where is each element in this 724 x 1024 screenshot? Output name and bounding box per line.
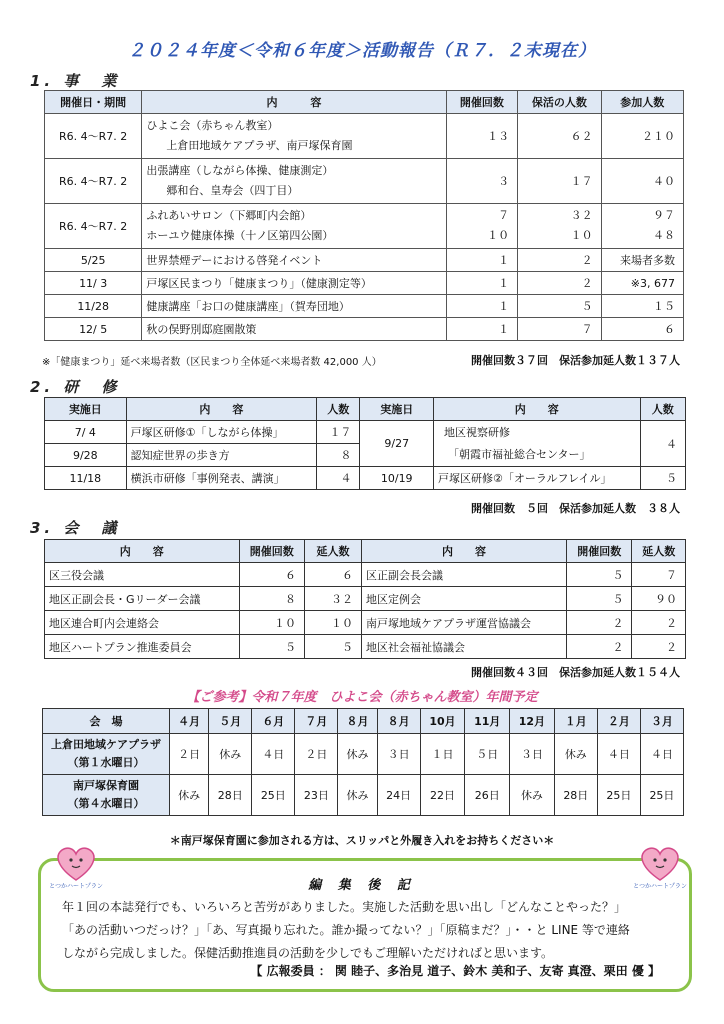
table-row bbox=[45, 318, 684, 341]
persons-cell: ７ bbox=[632, 563, 686, 587]
hokatsu-cell: ２ bbox=[518, 249, 601, 272]
content-line: 出張講座（しながら体操、健康測定） bbox=[146, 164, 334, 177]
col-header: 延人数 bbox=[632, 540, 686, 563]
content-cell: 横浜市研修「事例発表、講演」 bbox=[126, 467, 316, 490]
month-header: ８月 bbox=[338, 709, 377, 734]
content-line: 健康講座「お口の健康講座」（賀寿団地） bbox=[142, 295, 446, 318]
month-header: 10月 bbox=[420, 709, 465, 734]
content-line: 戸塚区民まつり「健康まつり」（健康測定等） bbox=[142, 272, 446, 295]
date-cell: 11/18 bbox=[45, 467, 127, 490]
persons-cell: ５ bbox=[305, 635, 362, 659]
count-cell: １ bbox=[446, 295, 518, 318]
month-header: ３月 bbox=[640, 709, 683, 734]
content-line: 秋の俣野別邸庭園散策 bbox=[142, 318, 446, 341]
col-header: 内 容 bbox=[45, 540, 240, 563]
month-header: 11月 bbox=[465, 709, 510, 734]
day-cell: 休み bbox=[170, 775, 209, 816]
kenshu-table bbox=[44, 397, 686, 490]
meeting-cell: 区三役会議 bbox=[45, 563, 240, 587]
count-cell: ８ bbox=[239, 587, 304, 611]
meeting-cell: 南戸塚地域ケアプラザ運営協議会 bbox=[362, 611, 567, 635]
table-row bbox=[45, 421, 686, 444]
day-cell: ３日 bbox=[510, 734, 555, 775]
table-row bbox=[43, 775, 684, 816]
meeting-cell: 地区正副会長・Gリーダー会議 bbox=[45, 587, 240, 611]
schedule-table bbox=[42, 708, 684, 816]
col-header: 内 容 bbox=[142, 91, 446, 114]
section-title-kaigi: 3. 会 議 bbox=[30, 519, 121, 537]
hokatsu-cell: ３２ bbox=[570, 209, 593, 222]
sanka-cell: ２１０ bbox=[601, 114, 683, 159]
date-cell: 11/28 bbox=[45, 295, 142, 318]
date-cell: 10/19 bbox=[360, 467, 434, 490]
day-cell: 24日 bbox=[377, 775, 420, 816]
meeting-cell: 地区定例会 bbox=[362, 587, 567, 611]
content-line: 世界禁煙デーにおける啓発イベント bbox=[142, 249, 446, 272]
month-header: ４月 bbox=[170, 709, 209, 734]
jigyo-total: 開催回数３７回 保活参加延人数１３７人 bbox=[471, 354, 680, 367]
editor-members: 【 広報委員 ： 関 睦子、多治見 道子、鈴木 美和子、友寄 真澄、栗田 優 】 bbox=[250, 964, 660, 978]
count-cell: ５ bbox=[239, 635, 304, 659]
day-cell: ５日 bbox=[465, 734, 510, 775]
day-cell: 26日 bbox=[465, 775, 510, 816]
persons-cell: ６ bbox=[305, 563, 362, 587]
meeting-cell: 地区ハートプラン推進委員会 bbox=[45, 635, 240, 659]
count-cell: １３ bbox=[446, 114, 518, 159]
col-header: 実施日 bbox=[45, 398, 127, 421]
section-title-kenshu: 2. 研 修 bbox=[30, 378, 121, 396]
table-row bbox=[45, 204, 684, 249]
col-header: 参加人数 bbox=[601, 91, 683, 114]
day-cell: 25日 bbox=[252, 775, 295, 816]
col-header: 内 容 bbox=[126, 398, 316, 421]
table-row bbox=[45, 467, 686, 490]
meeting-cell: 地区連合町内会連絡会 bbox=[45, 611, 240, 635]
jigyo-note: ※「健康まつり」延べ来場者数（区民まつり全体延べ来場者数 42,000 人） bbox=[42, 357, 382, 368]
day-cell: 休み bbox=[209, 734, 252, 775]
persons-cell: ９０ bbox=[632, 587, 686, 611]
sanka-cell: ４０ bbox=[601, 159, 683, 204]
col-header: 開催回数 bbox=[446, 91, 518, 114]
num-cell: ４ bbox=[640, 421, 685, 467]
hokatsu-cell: ６２ bbox=[518, 114, 601, 159]
content-line: ふれあいサロン（下郷町内会館） bbox=[146, 209, 312, 222]
count-cell: ６ bbox=[239, 563, 304, 587]
month-header: １月 bbox=[554, 709, 597, 734]
count-cell: １０ bbox=[487, 229, 510, 242]
num-cell: ４ bbox=[317, 467, 360, 490]
table-row bbox=[45, 635, 686, 659]
editor-body bbox=[62, 896, 672, 965]
table-row bbox=[45, 295, 684, 318]
persons-cell: ２ bbox=[632, 611, 686, 635]
content-cell: 認知症世界の歩き方 bbox=[126, 444, 316, 467]
place-day: （第４水曜日） bbox=[67, 797, 145, 810]
count-cell: １ bbox=[446, 318, 518, 341]
count-cell: １０ bbox=[239, 611, 304, 635]
content-cell: 戸塚区研修②「オーラルフレイル」 bbox=[434, 467, 641, 490]
hokatsu-cell: １０ bbox=[570, 229, 593, 242]
persons-cell: ２ bbox=[632, 635, 686, 659]
editor-line: 年１回の本誌発行でも、いろいろと苦労がありました。実施した活動を思い出し「どんなことやった？」 bbox=[62, 900, 627, 914]
col-header: 内 容 bbox=[362, 540, 567, 563]
place-name: 上倉田地域ケアプラザ bbox=[51, 738, 161, 751]
kaigi-total: 開催回数４３回 保活参加延人数１５４人 bbox=[471, 666, 680, 679]
count-cell: ７ bbox=[498, 209, 510, 222]
hokatsu-cell: ２ bbox=[518, 272, 601, 295]
month-header: ２月 bbox=[597, 709, 640, 734]
place-name: 南戸塚保育園 bbox=[73, 779, 139, 792]
day-cell: 休み bbox=[510, 775, 555, 816]
table-row bbox=[45, 563, 686, 587]
count-cell: ５ bbox=[567, 563, 632, 587]
kaigi-table bbox=[44, 539, 686, 659]
date-cell: 5/25 bbox=[45, 249, 142, 272]
month-header: ７月 bbox=[295, 709, 338, 734]
content-line: 上倉田地域ケアプラザ、南戸塚保育園 bbox=[166, 139, 353, 152]
table-row bbox=[45, 159, 684, 204]
day-cell: ４日 bbox=[252, 734, 295, 775]
schedule-notice: ＊南戸塚保育園に参加される方は、スリッパと外履き入れをお持ちください＊ bbox=[169, 834, 555, 847]
col-header: 開催回数 bbox=[567, 540, 632, 563]
meeting-cell: 区正副会長会議 bbox=[362, 563, 567, 587]
hokatsu-cell: ５ bbox=[518, 295, 601, 318]
num-cell: ８ bbox=[317, 444, 360, 467]
place-day: （第１水曜日） bbox=[67, 756, 145, 769]
table-row bbox=[45, 114, 684, 159]
sanka-cell: 来場者多数 bbox=[601, 249, 683, 272]
editor-line: 「あの活動いつだっけ？」「あ、写真撮り忘れた。誰か撮ってない？」「原稿まだ？」・・と LINE 等で連絡 bbox=[62, 923, 630, 937]
sanka-cell: ６ bbox=[601, 318, 683, 341]
day-cell: 25日 bbox=[597, 775, 640, 816]
day-cell: 22日 bbox=[420, 775, 465, 816]
date-cell: 9/27 bbox=[360, 421, 434, 467]
col-header: 開催日・期間 bbox=[45, 91, 142, 114]
col-header: 人数 bbox=[640, 398, 685, 421]
editor-line: しながら完成しました。保健活動推進員の活動を少しでもご理解いただければと思います。 bbox=[62, 946, 554, 960]
hokatsu-cell: １７ bbox=[518, 159, 601, 204]
month-header: ６月 bbox=[252, 709, 295, 734]
day-cell: 28日 bbox=[554, 775, 597, 816]
hokatsu-cell: ７ bbox=[518, 318, 601, 341]
day-cell: ３日 bbox=[377, 734, 420, 775]
col-header: 内 容 bbox=[434, 398, 641, 421]
table-row bbox=[45, 611, 686, 635]
count-cell: １ bbox=[446, 249, 518, 272]
content-line: 地区視察研修 bbox=[444, 425, 510, 439]
schedule-title: 【ご参考】令和７年度 ひよこ会（赤ちゃん教室）年間予定 bbox=[186, 690, 538, 705]
col-header: 実施日 bbox=[360, 398, 434, 421]
date-cell: 12/ 5 bbox=[45, 318, 142, 341]
sanka-cell: １５ bbox=[601, 295, 683, 318]
table-row bbox=[45, 272, 684, 295]
col-header: 開催回数 bbox=[239, 540, 304, 563]
svg-text:とつかハートプラン: とつかハートプラン bbox=[49, 883, 103, 890]
table-row bbox=[45, 587, 686, 611]
sanka-cell: ９７ bbox=[653, 209, 675, 222]
content-line: ひよこ会（赤ちゃん教室） bbox=[146, 119, 279, 132]
month-header: 12月 bbox=[510, 709, 555, 734]
content-line: ホーユウ健康体操（十ノ区第四公園） bbox=[146, 229, 334, 242]
day-cell: ２日 bbox=[170, 734, 209, 775]
count-cell: ２ bbox=[567, 611, 632, 635]
day-cell: 25日 bbox=[640, 775, 683, 816]
num-cell: １７ bbox=[317, 421, 360, 444]
content-line: 「朝霞市福祉総合センター」 bbox=[448, 447, 591, 461]
content-line: 郷和台、皇寿会（四丁目） bbox=[166, 184, 299, 197]
col-header: 延人数 bbox=[305, 540, 362, 563]
svg-text:とつかハートプラン: とつかハートプラン bbox=[633, 883, 687, 890]
table-row bbox=[45, 249, 684, 272]
table-row bbox=[43, 734, 684, 775]
col-header: 人数 bbox=[317, 398, 360, 421]
date-cell: R6. 4〜R7. 2 bbox=[45, 204, 142, 249]
count-cell: ２ bbox=[567, 635, 632, 659]
day-cell: １日 bbox=[420, 734, 465, 775]
meeting-cell: 地区社会福祉協議会 bbox=[362, 635, 567, 659]
date-cell: 9/28 bbox=[45, 444, 127, 467]
sanka-cell: ４８ bbox=[653, 229, 675, 242]
kenshu-total: 開催回数 ５回 保活参加延人数 ３８人 bbox=[471, 502, 680, 515]
day-cell: 23日 bbox=[295, 775, 338, 816]
date-cell: R6. 4〜R7. 2 bbox=[45, 159, 142, 204]
count-cell: ５ bbox=[567, 587, 632, 611]
day-cell: 28日 bbox=[209, 775, 252, 816]
page-title: ２０２４年度＜令和６年度＞活動報告（Ｒ７．２末現在） bbox=[128, 41, 596, 61]
day-cell: ２日 bbox=[295, 734, 338, 775]
date-cell: 7/ 4 bbox=[45, 421, 127, 444]
num-cell: ５ bbox=[640, 467, 685, 490]
count-cell: ３ bbox=[446, 159, 518, 204]
editor-title: 編 集 後 記 bbox=[308, 878, 416, 893]
col-header: 保活の人数 bbox=[518, 91, 601, 114]
date-cell: R6. 4〜R7. 2 bbox=[45, 114, 142, 159]
section-title-jigyo: 1. 事 業 bbox=[30, 72, 121, 90]
day-cell: 休み bbox=[338, 775, 377, 816]
month-header: ５月 bbox=[209, 709, 252, 734]
day-cell: 休み bbox=[338, 734, 377, 775]
persons-cell: １０ bbox=[305, 611, 362, 635]
content-cell: 戸塚区研修①「しながら体操」 bbox=[126, 421, 316, 444]
jigyo-table bbox=[44, 90, 684, 341]
col-header: 会 場 bbox=[43, 709, 170, 734]
day-cell: ４日 bbox=[597, 734, 640, 775]
month-header: ８月 bbox=[377, 709, 420, 734]
date-cell: 11/ 3 bbox=[45, 272, 142, 295]
day-cell: 休み bbox=[554, 734, 597, 775]
day-cell: ４日 bbox=[640, 734, 683, 775]
count-cell: １ bbox=[446, 272, 518, 295]
persons-cell: ３２ bbox=[305, 587, 362, 611]
sanka-cell: ※3, 677 bbox=[601, 272, 683, 295]
